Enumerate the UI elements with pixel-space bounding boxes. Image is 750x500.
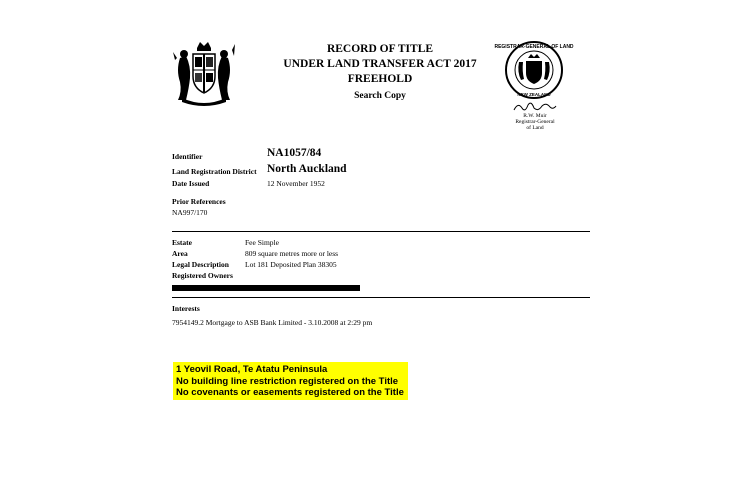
date-issued-value: 12 November 1952 xyxy=(267,179,325,188)
seal-top-text: REGISTRAR-GENERAL OF LAND xyxy=(494,44,574,50)
divider xyxy=(172,231,590,232)
legal-description-value: Lot 181 Deposited Plan 38305 xyxy=(245,260,337,269)
legal-description-label: Legal Description xyxy=(172,260,229,269)
area-value: 809 square metres more or less xyxy=(245,249,339,258)
divider xyxy=(172,297,590,298)
district-label: Land Registration District xyxy=(172,167,257,176)
registered-owners-label: Registered Owners xyxy=(172,271,233,280)
identifier-value: NA1057/84 xyxy=(267,147,322,159)
highlighted-note xyxy=(173,362,408,400)
redaction-bar xyxy=(172,285,360,291)
area-label: Area xyxy=(172,249,188,258)
act-heading: UNDER LAND TRANSFER ACT 2017 xyxy=(283,58,477,70)
highlight-covenants: No covenants or easements registered on the Title xyxy=(176,387,404,398)
record-title-heading: RECORD OF TITLE xyxy=(326,43,434,55)
signature-name: R.W. Muir xyxy=(523,113,547,119)
signature-role: Registrar-General xyxy=(515,119,555,125)
freehold-heading: FREEHOLD xyxy=(347,73,413,85)
seal-bottom-text: NEW ZEALAND xyxy=(517,92,551,97)
coat-of-arms-logo xyxy=(172,40,236,113)
search-copy-heading: Search Copy xyxy=(354,91,406,101)
highlight-address: 1 Yeovil Road, Te Atatu Peninsula xyxy=(176,364,328,375)
interests-label: Interests xyxy=(172,304,200,313)
prior-references-value: NA997/170 xyxy=(172,208,208,217)
prior-references-label: Prior References xyxy=(172,197,226,206)
district-value: North Auckland xyxy=(267,163,347,175)
date-issued-label: Date Issued xyxy=(172,179,210,188)
interest-entry: 7954149.2 Mortgage to ASB Bank Limited - 3.10.2008 at 2:29 pm xyxy=(172,318,373,327)
registrar-seal-logo xyxy=(494,40,574,105)
signature-role-2: of Land xyxy=(526,125,544,131)
identifier-label: Identifier xyxy=(172,152,203,161)
highlight-line-restriction: No building line restriction registered on the Title xyxy=(176,375,399,387)
estate-label: Estate xyxy=(172,238,192,247)
estate-value: Fee Simple xyxy=(245,238,279,247)
